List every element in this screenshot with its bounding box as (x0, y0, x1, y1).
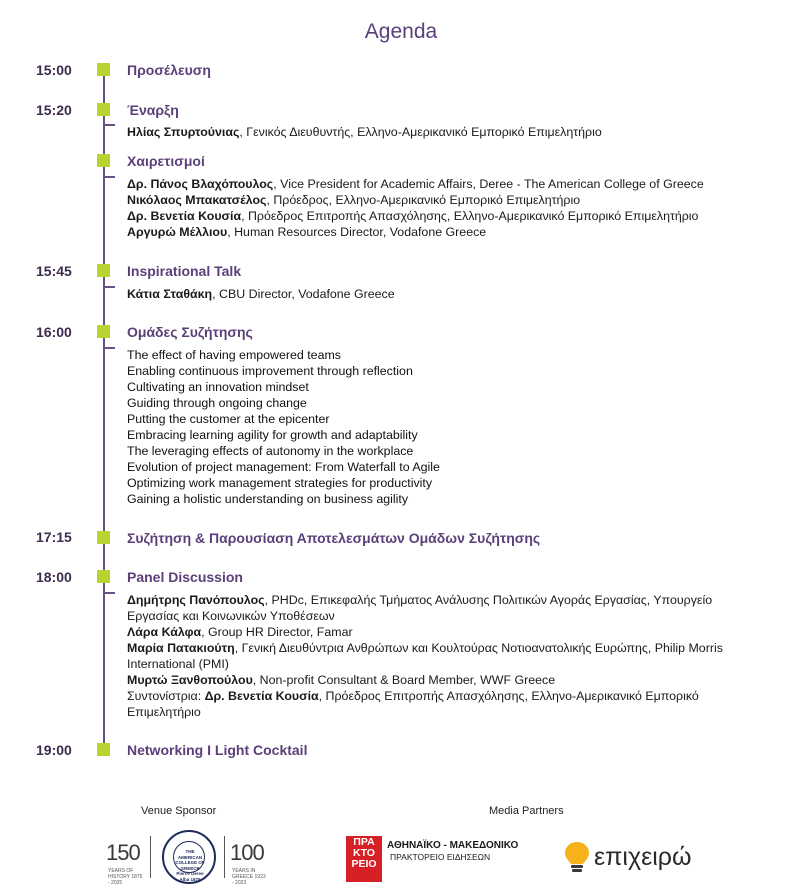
greetings-speakers (127, 176, 777, 240)
speaker-role: , Vice President for Academic Affairs, Deree - The American College of Greece (273, 177, 704, 191)
acg-greece-number: 100 (230, 840, 264, 865)
time-label: 15:45 (36, 263, 72, 279)
speaker-name: Λάρα Κάλφα (127, 625, 202, 639)
timeline-marker (97, 570, 110, 583)
speaker-role: , Πρόεδρος Επιτροπής Απασχόλησης, Ελληνο-Αμερικανικό Εμπορικό Επιμελητήριο (127, 689, 699, 719)
timeline-marker (97, 531, 110, 544)
acg-logo (106, 828, 266, 888)
session-greetings-heading: Χαιρετισμοί (127, 153, 205, 169)
acg-greece-caption: YEARS IN GREECE 1923 - 2023 (232, 868, 266, 886)
timeline-tick (103, 124, 115, 126)
list-item: Enabling continuous improvement through reflection (127, 364, 413, 378)
time-label: 19:00 (36, 742, 72, 758)
logo-line: ΠΡΑ (353, 836, 375, 848)
venue-sponsor-label: Venue Sponsor (141, 805, 217, 817)
speaker-name: Δρ. Βενετία Κουσία (204, 689, 319, 703)
speaker-role: , Group HR Director, Famar (201, 625, 353, 639)
topics-list (127, 347, 440, 507)
list-item: Guiding through ongoing change (127, 396, 307, 410)
logo-line: ΚΤΟ (353, 847, 375, 859)
timeline-marker (97, 154, 110, 167)
seal-text: THE AMERICAN COLLEGE OF GREECE Pierce Deree Alba 1875 (175, 849, 205, 882)
session-inspirational-heading: Inspirational Talk (127, 263, 242, 279)
speaker-name: Μυρτώ Ξανθοπούλου (127, 673, 253, 687)
timeline-tick (103, 347, 115, 349)
divider (224, 836, 225, 878)
speaker-role: , CBU Director, Vodafone Greece (212, 287, 395, 301)
timeline-tick (103, 286, 115, 288)
list-item: Cultivating an innovation mindset (127, 380, 309, 394)
list-item: Evolution of project management: From Waterfall to Agile (127, 460, 440, 474)
lightbulb-icon (563, 840, 591, 874)
timeline-marker (97, 264, 110, 277)
timeline-marker (97, 325, 110, 338)
speaker-role: , Πρόεδρος Επιτροπής Απασχόλησης, Ελληνο-Αμερικανικό Εμπορικό Επιμελητήριο (241, 209, 699, 223)
timeline-line (103, 66, 105, 756)
list-item: The effect of having empowered teams (127, 348, 341, 362)
session-opening-heading: Έναρξη (127, 102, 179, 118)
speaker-name: Μαρία Πατακιούτη (127, 641, 235, 655)
timeline-marker (97, 63, 110, 76)
speaker-name: Ηλίας Σπυρτούνιας (127, 125, 240, 139)
speaker-role: , Human Resources Director, Vodafone Greece (227, 225, 487, 239)
acg-seal-icon (162, 830, 216, 884)
list-item: Embracing learning agility for growth and adaptability (127, 428, 418, 442)
speaker-name: Αργυρώ Μέλλιου (127, 225, 228, 239)
list-item: Gaining a holistic understanding on business agility (127, 492, 409, 506)
speaker-name: Νικόλαος Μπακατσέλος (127, 193, 267, 207)
divider (150, 836, 151, 878)
session-groups-heading: Ομάδες Συζήτησης (127, 324, 253, 340)
session-networking-heading: Networking I Light Cocktail (127, 742, 308, 758)
speaker-role: , Γενικός Διευθυντής, Ελληνο-Αμερικανικό Εμπορικό Επιμελητήριο (239, 125, 602, 139)
epixeirw-logo: επιχειρώ (594, 843, 692, 871)
opening-speaker (127, 124, 777, 140)
logo-line: ΡΕΙΟ (351, 858, 377, 870)
session-arrival-heading: Προσέλευση (127, 62, 211, 78)
time-label: 15:00 (36, 62, 72, 78)
panel-speakers (127, 592, 767, 720)
acg-years-number: 150 (106, 840, 140, 865)
acg-years-caption: YEARS OF HISTORY 1875 - 2025 (108, 868, 143, 886)
timeline-tick (103, 592, 115, 594)
list-item: The leveraging effects of autonomy in the workplace (127, 444, 414, 458)
speaker-name: Δρ. Βενετία Κουσία (127, 209, 242, 223)
time-label: 15:20 (36, 102, 72, 118)
moderator-prefix: Συντονίστρια: (127, 689, 205, 703)
list-item: Putting the customer at the epicenter (127, 412, 330, 426)
media-partners-label: Media Partners (489, 805, 564, 817)
speaker-role: , PHDc, Επικεφαλής Τμήματος Ανάλυσης Πολιτικών Αγοράς Εργασίας, Υπουργείο Εργασίας και Κοινωνικών Υποθέσεων (127, 593, 713, 623)
speaker-name: Δρ. Πάνος Βλαχόπουλος (127, 177, 274, 191)
timeline-marker (97, 743, 110, 756)
session-panel-heading: Panel Discussion (127, 569, 243, 585)
timeline-marker (97, 103, 110, 116)
timeline-tick (103, 176, 115, 178)
speaker-role: , Γενική Διευθύντρια Ανθρώπων και Κουλτούρας Νοτιοανατολικής Ευρώπης, Philip Morris International (PMI) (127, 641, 723, 671)
session-discussion-heading: Συζήτηση & Παρουσίαση Αποτελεσμάτων Ομάδων Συζήτησης (127, 530, 541, 546)
time-label: 16:00 (36, 324, 72, 340)
praktoreio-logo-icon (346, 836, 382, 882)
speaker-role: , Non-profit Consultant & Board Member, WWF Greece (252, 673, 556, 687)
time-label: 18:00 (36, 569, 72, 585)
praktoreio-subtitle: ΠΡΑΚΤΟΡΕΙΟ ΕΙΔΗΣΕΩΝ (390, 852, 491, 862)
speaker-name: Δημήτρης Πανόπουλος (127, 593, 265, 607)
list-item: Optimizing work management strategies for productivity (127, 476, 433, 490)
page-title: Agenda (364, 20, 438, 43)
inspirational-speaker (127, 286, 777, 302)
time-label: 17:15 (36, 529, 72, 545)
praktoreio-name: ΑΘΗΝΑΪΚΟ - ΜΑΚΕΔΟΝΙΚΟ (387, 840, 519, 851)
speaker-role: , Πρόεδρος, Ελληνο-Αμερικανικό Εμπορικό Επιμελητήριο (266, 193, 581, 207)
speaker-name: Κάτια Σταθάκη (127, 287, 213, 301)
